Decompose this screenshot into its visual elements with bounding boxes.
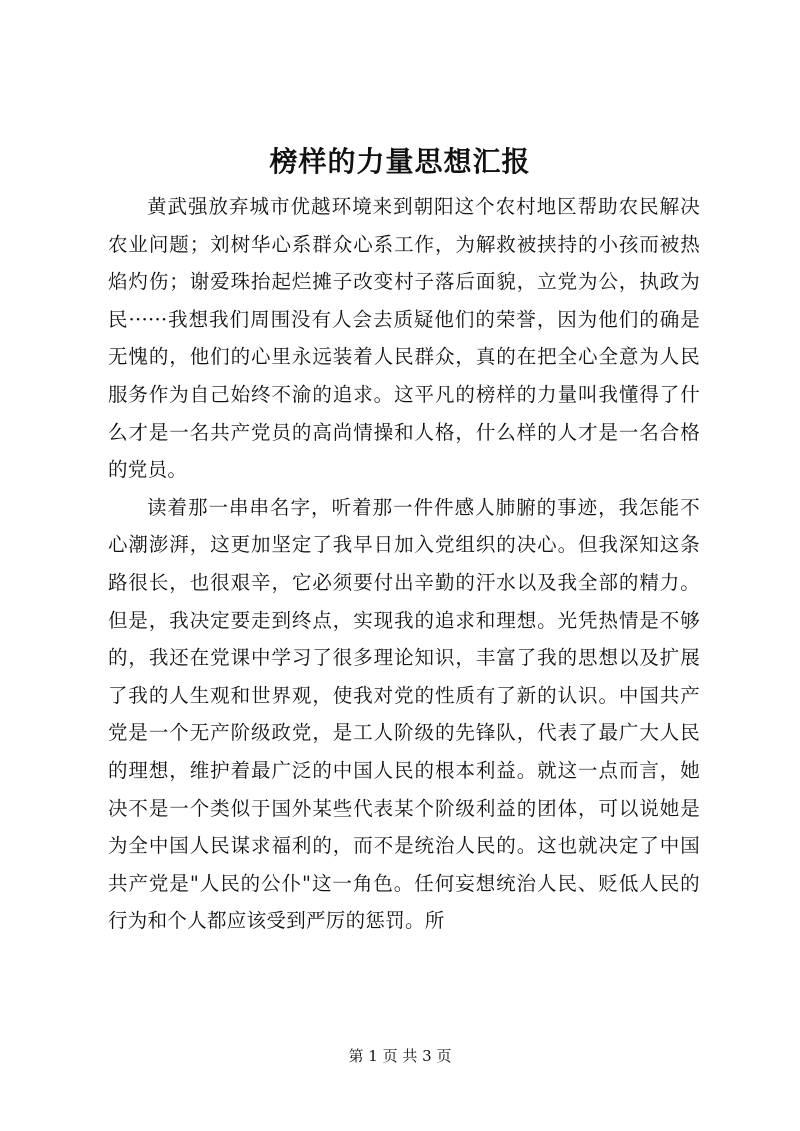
paragraph-2: 读着那一串串名字，听着那一件件感人肺腑的事迹，我怎能不心潮澎湃，这更加坚定了我早日加入党组织的决心。但我深知这条路很长，也很艰辛，它必须要付出辛勤的汗水以及我全部的精力。但是，我决定要走到终点，实现我的追求和理想。光凭热情是不够的，我还在党课中学习了很多理论知识，丰富了我的思想以及扩展了我的人生观和世界观，使我对党的性质有了新的认识。中国共产党是一个无产阶级政党，是工人阶级的先锋队，代表了最广大人民的理想，维护着最广泛的中国人民的根本利益。就这一点而言，她决不是一个类似于国外某些代表某个阶级利益的团体，可以说她是为全中国人民谋求福利的，而不是统治人民的。这也就决定了中国共产党是"人民的公仆"这一角色。任何妄想统治人民、贬低人民的行为和个人都应该受到严厉的惩罚。所 xyxy=(108,495,700,933)
page-footer: 第 1 页 共 3 页 xyxy=(348,1047,452,1065)
document-title: 榜样的力量思想汇报 xyxy=(269,145,531,178)
paragraph-1: 黄武强放弃城市优越环境来到朝阳这个农村地区帮助农民解决农业问题；刘树华心系群众心系工作，为解救被挟持的小孩而被热焰灼伤；谢爱珠抬起烂摊子改变村子落后面貌，立党为公，执政为民······我想我们周围没有人会去质疑他们的荣誉，因为他们的确是无愧的，他们的心里永远装着人民群众，真的在把全心全意为人民服务作为自己始终不渝的追求。这平凡的榜样的力量叫我懂得了什么才是一名共产党员的高尚情操和人格，什么样的人才是一名合格的党员。 xyxy=(108,195,700,482)
document-body xyxy=(108,188,700,940)
